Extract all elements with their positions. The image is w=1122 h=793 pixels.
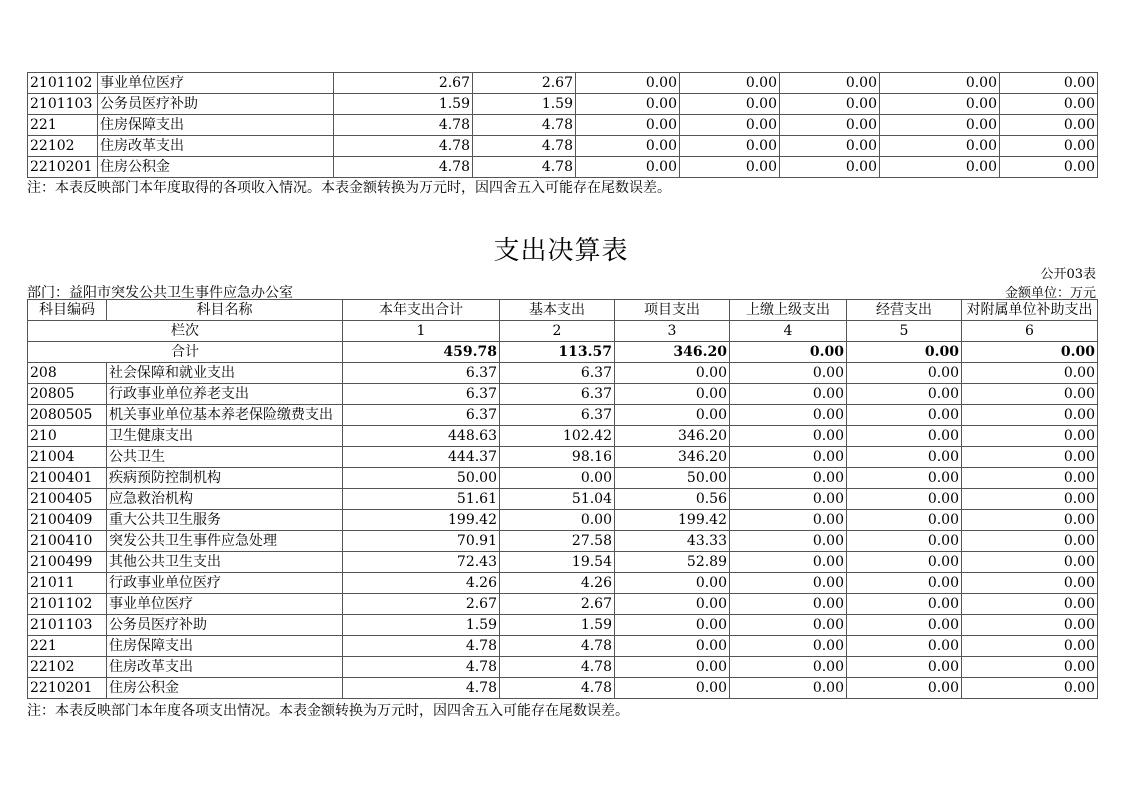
row-value: 0.00 [730, 447, 847, 468]
row-value: 346.20 [615, 447, 730, 468]
row-value: 0.00 [780, 157, 880, 178]
total-value: 0.00 [847, 342, 962, 363]
row-value: 0.56 [615, 489, 730, 510]
row-code: 2100410 [28, 531, 107, 552]
row-value: 51.61 [343, 489, 500, 510]
row-value: 4.26 [500, 573, 615, 594]
row-code: 2100409 [28, 510, 107, 531]
row-code: 2100401 [28, 468, 107, 489]
row-value: 0.00 [962, 468, 1098, 489]
row-value: 0.00 [730, 489, 847, 510]
row-value: 0.00 [780, 73, 880, 94]
row-name: 其他公共卫生支出 [107, 552, 343, 573]
table-row [28, 426, 1098, 447]
row-code: 221 [28, 115, 98, 136]
row-value: 0.00 [847, 489, 962, 510]
row-code: 2101103 [28, 615, 107, 636]
row-name: 住房公积金 [107, 678, 343, 699]
row-name: 突发公共卫生事件应急处理 [107, 531, 343, 552]
expenditure-table-note: 注：本表反映部门本年度各项支出情况。本表金额转换为万元时，因四舍五入可能存在尾数误差。 [27, 703, 629, 719]
row-value: 0.00 [847, 678, 962, 699]
row-value: 0.00 [730, 636, 847, 657]
total-value: 346.20 [615, 342, 730, 363]
row-value: 4.26 [343, 573, 500, 594]
row-value: 0.00 [730, 531, 847, 552]
row-value: 6.37 [500, 405, 615, 426]
index-number: 5 [847, 321, 962, 342]
row-value: 0.00 [576, 136, 680, 157]
row-value: 0.00 [847, 510, 962, 531]
row-name: 机关事业单位基本养老保险缴费支出 [107, 405, 343, 426]
row-value: 0.00 [847, 573, 962, 594]
row-value: 0.00 [962, 363, 1098, 384]
row-value: 0.00 [680, 115, 780, 136]
row-name: 事业单位医疗 [107, 594, 343, 615]
row-name: 重大公共卫生服务 [107, 510, 343, 531]
row-value: 102.42 [500, 426, 615, 447]
page-title: 支出决算表 [493, 236, 629, 266]
table-row [28, 573, 1098, 594]
table-row [28, 468, 1098, 489]
row-value: 0.00 [576, 115, 680, 136]
index-number: 4 [730, 321, 847, 342]
row-value: 6.37 [343, 405, 500, 426]
table-row [28, 447, 1098, 468]
row-value: 72.43 [343, 552, 500, 573]
row-value: 199.42 [615, 510, 730, 531]
row-value: 4.78 [334, 157, 473, 178]
row-value: 6.37 [500, 384, 615, 405]
row-code: 2101102 [28, 73, 98, 94]
row-value: 0.00 [847, 657, 962, 678]
row-value: 0.00 [847, 552, 962, 573]
row-code: 2101102 [28, 594, 107, 615]
row-value: 19.54 [500, 552, 615, 573]
row-value: 0.00 [680, 157, 780, 178]
row-name: 应急救治机构 [107, 489, 343, 510]
row-value: 0.00 [730, 657, 847, 678]
row-code: 208 [28, 363, 107, 384]
row-value: 0.00 [576, 94, 680, 115]
row-value: 0.00 [1000, 136, 1098, 157]
total-label: 合计 [28, 342, 343, 363]
row-name: 住房保障支出 [98, 115, 334, 136]
row-value: 0.00 [1000, 157, 1098, 178]
row-value: 0.00 [962, 615, 1098, 636]
form-number: 公开03表 [1040, 267, 1096, 282]
row-value: 4.78 [334, 115, 473, 136]
row-value: 0.00 [962, 447, 1098, 468]
row-value: 0.00 [615, 657, 730, 678]
row-code: 22102 [28, 136, 98, 157]
row-value: 0.00 [847, 384, 962, 405]
table-row [28, 157, 1098, 178]
table-row [28, 489, 1098, 510]
total-row [28, 342, 1098, 363]
row-value: 0.00 [880, 115, 1000, 136]
row-value: 0.00 [730, 594, 847, 615]
row-value: 0.00 [880, 136, 1000, 157]
table-row [28, 73, 1098, 94]
header-subsidy: 对附属单位补助支出 [962, 300, 1098, 321]
row-value: 98.16 [500, 447, 615, 468]
row-value: 0.00 [730, 615, 847, 636]
row-value: 0.00 [847, 426, 962, 447]
row-name: 事业单位医疗 [98, 73, 334, 94]
row-name: 公务员医疗补助 [98, 94, 334, 115]
row-value: 0.00 [680, 94, 780, 115]
row-code: 2210201 [28, 157, 98, 178]
header-operating: 经营支出 [847, 300, 962, 321]
row-value: 51.04 [500, 489, 615, 510]
row-value: 1.59 [343, 615, 500, 636]
header-project: 项目支出 [615, 300, 730, 321]
row-value: 0.00 [730, 426, 847, 447]
income-table-continued [27, 72, 1098, 178]
row-code: 22102 [28, 657, 107, 678]
row-code: 21004 [28, 447, 107, 468]
row-value: 1.59 [334, 94, 473, 115]
row-value: 27.58 [500, 531, 615, 552]
table-row [28, 115, 1098, 136]
income-table-note: 注：本表反映部门本年度取得的各项收入情况。本表金额转换为万元时，因四舍五入可能存在尾数误差。 [27, 180, 671, 196]
header-row [28, 300, 1098, 321]
row-code: 20805 [28, 384, 107, 405]
table-row [28, 657, 1098, 678]
row-value: 6.37 [500, 363, 615, 384]
header-name: 科目名称 [107, 300, 343, 321]
row-code: 2080505 [28, 405, 107, 426]
row-value: 199.42 [343, 510, 500, 531]
table-row [28, 136, 1098, 157]
index-number: 6 [962, 321, 1098, 342]
row-value: 1.59 [473, 94, 576, 115]
row-value: 0.00 [730, 468, 847, 489]
header-basic: 基本支出 [500, 300, 615, 321]
index-number: 2 [500, 321, 615, 342]
row-value: 0.00 [500, 468, 615, 489]
row-value: 4.78 [343, 678, 500, 699]
row-value: 0.00 [680, 73, 780, 94]
row-value: 0.00 [962, 678, 1098, 699]
row-value: 6.37 [343, 384, 500, 405]
row-value: 50.00 [615, 468, 730, 489]
row-code: 2100405 [28, 489, 107, 510]
row-value: 0.00 [962, 594, 1098, 615]
row-value: 4.78 [334, 136, 473, 157]
row-value: 70.91 [343, 531, 500, 552]
row-value: 0.00 [615, 363, 730, 384]
row-code: 221 [28, 636, 107, 657]
total-value: 0.00 [962, 342, 1098, 363]
row-name: 疾病预防控制机构 [107, 468, 343, 489]
row-value: 0.00 [615, 615, 730, 636]
row-value: 43.33 [615, 531, 730, 552]
row-name: 公共卫生 [107, 447, 343, 468]
row-value: 50.00 [343, 468, 500, 489]
row-value: 4.78 [343, 657, 500, 678]
row-value: 0.00 [962, 405, 1098, 426]
total-value: 113.57 [500, 342, 615, 363]
row-value: 0.00 [615, 405, 730, 426]
row-value: 2.67 [343, 594, 500, 615]
row-code: 2101103 [28, 94, 98, 115]
row-value: 4.78 [343, 636, 500, 657]
table-row [28, 594, 1098, 615]
row-value: 0.00 [962, 510, 1098, 531]
row-value: 0.00 [962, 657, 1098, 678]
row-value: 0.00 [1000, 94, 1098, 115]
header-remit: 上缴上级支出 [730, 300, 847, 321]
row-value: 0.00 [680, 136, 780, 157]
row-value: 0.00 [730, 363, 847, 384]
row-value: 0.00 [847, 363, 962, 384]
row-value: 0.00 [1000, 115, 1098, 136]
row-value: 0.00 [847, 447, 962, 468]
row-value: 0.00 [962, 489, 1098, 510]
row-value: 0.00 [780, 115, 880, 136]
row-value: 1.59 [500, 615, 615, 636]
row-code: 210 [28, 426, 107, 447]
header-total: 本年支出合计 [343, 300, 500, 321]
row-value: 0.00 [730, 552, 847, 573]
row-value: 0.00 [615, 636, 730, 657]
table-row [28, 384, 1098, 405]
row-value: 0.00 [962, 573, 1098, 594]
row-name: 住房公积金 [98, 157, 334, 178]
income-table-body [28, 73, 1098, 178]
row-code: 2210201 [28, 678, 107, 699]
table-row [28, 552, 1098, 573]
row-value: 4.78 [473, 136, 576, 157]
table-row [28, 531, 1098, 552]
row-value: 0.00 [615, 678, 730, 699]
row-value: 4.78 [500, 636, 615, 657]
table-row [28, 94, 1098, 115]
row-value: 0.00 [615, 594, 730, 615]
index-number: 1 [343, 321, 500, 342]
expenditure-table-body [28, 363, 1098, 699]
row-value: 0.00 [1000, 73, 1098, 94]
header-code: 科目编码 [28, 300, 107, 321]
row-code: 21011 [28, 573, 107, 594]
table-row [28, 678, 1098, 699]
row-value: 0.00 [962, 636, 1098, 657]
row-name: 卫生健康支出 [107, 426, 343, 447]
row-value: 346.20 [615, 426, 730, 447]
row-value: 52.89 [615, 552, 730, 573]
row-value: 2.67 [334, 73, 473, 94]
row-value: 0.00 [730, 384, 847, 405]
row-name: 住房保障支出 [107, 636, 343, 657]
row-value: 0.00 [730, 510, 847, 531]
row-value: 0.00 [847, 468, 962, 489]
row-value: 0.00 [730, 405, 847, 426]
row-value: 0.00 [780, 136, 880, 157]
row-value: 4.78 [473, 157, 576, 178]
total-value: 0.00 [730, 342, 847, 363]
row-value: 6.37 [343, 363, 500, 384]
amount-unit-label: 金额单位：万元 [1004, 286, 1096, 301]
row-value: 2.67 [473, 73, 576, 94]
row-value: 0.00 [500, 510, 615, 531]
index-number: 3 [615, 321, 730, 342]
row-value: 0.00 [847, 615, 962, 636]
row-value: 0.00 [880, 73, 1000, 94]
row-value: 0.00 [962, 552, 1098, 573]
row-name: 公务员医疗补助 [107, 615, 343, 636]
row-value: 0.00 [962, 384, 1098, 405]
row-name: 住房改革支出 [98, 136, 334, 157]
row-value: 0.00 [615, 384, 730, 405]
row-value: 0.00 [847, 636, 962, 657]
index-label: 栏次 [28, 321, 343, 342]
table-row [28, 636, 1098, 657]
row-value: 0.00 [847, 594, 962, 615]
row-value: 0.00 [880, 157, 1000, 178]
row-value: 448.63 [343, 426, 500, 447]
row-value: 0.00 [576, 157, 680, 178]
row-value: 4.78 [500, 657, 615, 678]
row-value: 0.00 [962, 531, 1098, 552]
row-code: 2100499 [28, 552, 107, 573]
row-name: 社会保障和就业支出 [107, 363, 343, 384]
row-value: 0.00 [847, 531, 962, 552]
row-value: 0.00 [962, 426, 1098, 447]
row-value: 0.00 [615, 573, 730, 594]
row-name: 行政事业单位养老支出 [107, 384, 343, 405]
row-value: 0.00 [576, 73, 680, 94]
row-value: 4.78 [500, 678, 615, 699]
row-value: 2.67 [500, 594, 615, 615]
row-value: 0.00 [730, 573, 847, 594]
department-label: 部门：益阳市突发公共卫生事件应急办公室 [27, 285, 293, 301]
row-value: 444.37 [343, 447, 500, 468]
table-row [28, 405, 1098, 426]
row-value: 0.00 [847, 405, 962, 426]
row-value: 0.00 [880, 94, 1000, 115]
table-row [28, 363, 1098, 384]
row-value: 0.00 [730, 678, 847, 699]
expenditure-table [27, 299, 1098, 699]
row-value: 4.78 [473, 115, 576, 136]
table-row [28, 510, 1098, 531]
index-row [28, 321, 1098, 342]
table-row [28, 615, 1098, 636]
row-value: 0.00 [780, 94, 880, 115]
row-name: 行政事业单位医疗 [107, 573, 343, 594]
row-name: 住房改革支出 [107, 657, 343, 678]
total-value: 459.78 [343, 342, 500, 363]
